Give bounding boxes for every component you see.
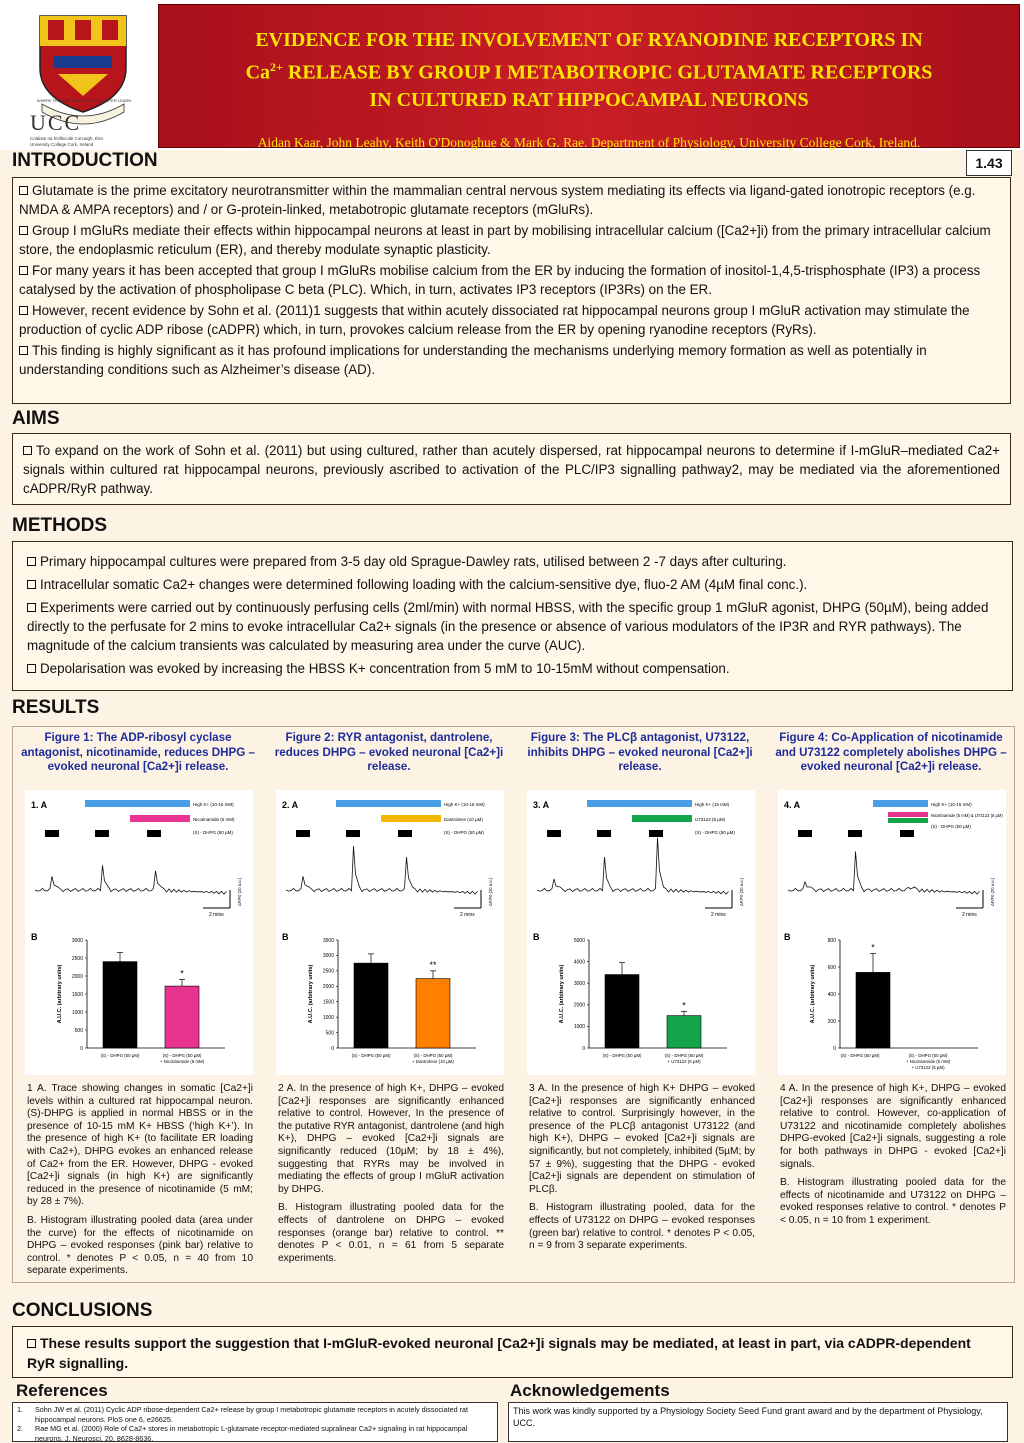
reference-item: 2. Rae MG et al. (2000) Role of Ca2+ stores in metabotropic L-glutamate receptor-mediated supralinear Ca2+ signaling in rat hippocampal neurons. J. Neurosci. 20, 8628-8636. xyxy=(17,1424,468,1443)
conclusions-box xyxy=(12,1326,1013,1378)
methods-heading: METHODS xyxy=(12,515,107,536)
category-label: (S) - DHPG (50 µM) xyxy=(602,1053,642,1058)
logo-subtitle-irish: Coláiste na hOllscoile Corcaigh, Éire xyxy=(30,136,104,141)
checkbox-bullet-icon xyxy=(27,603,36,612)
y-tick-label: 4000 xyxy=(573,959,585,966)
y-axis-label: A.U.C. (arbitrary units) xyxy=(57,964,63,1024)
legend-label: (S) - DHPG (50 µM) xyxy=(444,830,484,835)
calcium-trace-line xyxy=(788,852,980,895)
figure-caption: 4 A. In the presence of high K+, DHPG – evoked [Ca2+]i responses are significantly enhanced relative to control. However, co-application of U73122 and nicotinamide completely abolishes DHPG-evoked [Ca2+]i signals, suggesting a role for both pathways in DHPG - evoked [Ca2+]i signals. B. Histogram illustrating pooled data for the effects of nicotinamide and U73122 on DHPG – evoked responses relative to control. * denotes P < 0.05, n = 10 from 1 experiment. xyxy=(780,1083,1006,1226)
figure-title: Figure 2: RYR antagonist, dantrolene, reduces DHPG – evoked neuronal [Ca2+]i release. xyxy=(274,731,504,773)
y-tick-label: 2500 xyxy=(322,968,334,975)
introduction-heading: INTRODUCTION xyxy=(12,150,158,171)
panel-b-label: B xyxy=(31,932,38,942)
legend-label: Dantrolene (10 µM) xyxy=(444,817,483,822)
dhpg-application-block xyxy=(547,830,561,837)
legend-label: (S) - DHPG (50 µM) xyxy=(931,824,971,829)
histogram-bar xyxy=(605,975,639,1048)
histogram-bar xyxy=(667,1016,701,1048)
time-scale-label: 2 mins xyxy=(209,912,224,918)
y-tick-label: 0 xyxy=(331,1045,334,1052)
high-k-bar xyxy=(85,800,190,807)
acknowledgements-heading: Acknowledgements xyxy=(510,1381,670,1400)
significance-marker: * xyxy=(180,968,184,979)
histogram-bar xyxy=(856,972,890,1048)
checkbox-bullet-icon xyxy=(27,557,36,566)
y-tick-label: 3000 xyxy=(322,953,334,960)
treatment-bar xyxy=(888,812,928,817)
figure-4 xyxy=(766,727,1016,1284)
dhpg-application-block xyxy=(848,830,862,837)
poster-header xyxy=(0,0,1024,150)
legend-label: High K+ (15 mM) xyxy=(695,802,730,807)
methods-paragraph: Experiments were carried out by continuously perfusing cells (2ml/min) with normal HBSS, with the specific group 1 mGluR agonist, DHPG (50µM), being added directly to the perfusate for 2 mins to evoke intracellular Ca2+ signals (in the presence or absence of various modulators of the IP3R and RYR pathways). The magnitude of the calcium transients was calculated by measuring area under the curve (AUC). xyxy=(27,600,989,653)
y-tick-label: 1000 xyxy=(71,1009,83,1016)
calcium-trace-line xyxy=(286,846,478,894)
legend-label: High K+ (10-15 mM) xyxy=(931,802,972,807)
figure-caption: 2 A. In the presence of high K+, DHPG – evoked [Ca2+]i responses are significantly enhanced relative to control. However, In the presence of the putative RYR antagonist, dantrolene (and high K+), DHPG – evoked [Ca2+]i signals are significantly reduced (10µM; by 18 ± 4%), suggesting that RYRs may be involved in mediating the effects of group I mGluR activation by DHPG. B. Histogram illustrating pooled data for the effects of dantrolene on DHPG – evoked responses (orange bar) relative to control. ** denotes P < 0.01, n = 61 from 5 separate experiments. xyxy=(278,1083,504,1264)
category-label: (S) - DHPG (50 µM) xyxy=(413,1053,453,1058)
figure-3 xyxy=(515,727,765,1284)
legend-label: Nicotinamide (5 mM) & U73122 (5 µM) xyxy=(931,813,1003,818)
significance-marker: ** xyxy=(429,959,437,970)
category-label: + U73122 (5 µM) xyxy=(667,1059,701,1064)
figure-caption: 1 A. Trace showing changes in somatic [Ca2+]i levels within a cultured rat hippocampal neuron. (S)-DHPG is applied in normal HBSS or in the presence of 10-15 mM K+ HBSS (‘high K+’). In the presence of high K+ (to facilitate ER loading with Ca2+), DHPG evokes an enhanced release of Ca2+ from the ER. However, DHPG - evoked [Ca2+]i signals (in high K+) are significantly reduced in the presence of nicotinamide (5 mM; by 28 ± 7%). B. Histogram illustrating pooled data (area under the curve) for the effects of nicotinamide on DHPG – evoked responses (pink bar) relative to control. * denotes P < 0.05, n = 40 from 10 separate experiments. xyxy=(27,1083,253,1277)
y-axis-label: A.U.C. (arbitrary units) xyxy=(308,964,314,1024)
dhpg-application-block xyxy=(900,830,914,837)
introduction-box xyxy=(12,177,1011,404)
dhpg-application-block xyxy=(398,830,412,837)
category-label: + Nicotinamide (5 mM) xyxy=(159,1059,205,1064)
f-scale-label: ΔF/F0 (20 a.u.) xyxy=(990,877,995,906)
panel-b-label: B xyxy=(533,932,540,942)
intro-paragraph: This finding is highly significant as it has profound implications for understanding the mechanisms underlying memory formation as well as potentially in understanding conditions such as Alzheimer’s disease (AD). xyxy=(19,343,927,377)
category-label: + U73122 (5 µM) xyxy=(911,1065,945,1070)
y-tick-label: 0 xyxy=(582,1045,585,1052)
checkbox-bullet-icon xyxy=(19,186,28,195)
y-tick-label: 3000 xyxy=(71,937,83,944)
aims-box xyxy=(12,433,1011,505)
methods-paragraph: Depolarisation was evoked by increasing the HBSS K+ concentration from 5 mM to 10-15mM without compensation. xyxy=(40,661,730,676)
y-tick-label: 1500 xyxy=(322,999,334,1006)
dhpg-application-block xyxy=(346,830,360,837)
checkbox-bullet-icon xyxy=(27,1339,36,1348)
dhpg-application-block xyxy=(798,830,812,837)
methods-paragraph: Intracellular somatic Ca2+ changes were determined following loading with the calcium-sensitive dye, fluo-2 AM (4µM final conc.). xyxy=(40,577,808,592)
intro-paragraph: Glutamate is the prime excitatory neurotransmitter within the mammalian central nervous system mediating its effects via ligand-gated ionotropic receptors (e.g. NMDA & AMPA receptors) and / or G-protein-linked, metabotropic glutamate receptors (mGluRs). xyxy=(19,183,976,217)
category-label: (S) - DHPG (50 µM) xyxy=(840,1053,880,1058)
calcium-trace-line xyxy=(35,865,227,894)
category-label: (S) - DHPG (50 µM) xyxy=(162,1053,202,1058)
category-label: + Nicotinamide (5 mM) xyxy=(905,1059,951,1064)
f-scale-label: ΔF/F0 (20 a.u.) xyxy=(488,877,493,906)
category-label: (S) - DHPG (50 µM) xyxy=(908,1053,948,1058)
y-tick-label: 400 xyxy=(827,991,836,998)
dhpg-application-block xyxy=(45,830,59,837)
figure-panel xyxy=(276,790,504,1075)
aims-heading: AIMS xyxy=(12,408,60,429)
checkbox-bullet-icon xyxy=(19,266,28,275)
significance-marker: * xyxy=(871,942,875,953)
y-tick-label: 1500 xyxy=(71,991,83,998)
results-heading: RESULTS xyxy=(12,697,100,718)
time-scale-label: 2 mins xyxy=(962,912,977,918)
y-tick-label: 2000 xyxy=(322,984,334,991)
time-scale-label: 2 mins xyxy=(460,912,475,918)
checkbox-bullet-icon xyxy=(23,446,32,455)
panel-a-label: 2. A xyxy=(282,800,299,810)
category-label: + Dantrolene (10 µM) xyxy=(412,1059,454,1064)
logo-subtitle-english: University College Cork, Ireland xyxy=(30,142,94,147)
checkbox-bullet-icon xyxy=(19,306,28,315)
y-tick-label: 200 xyxy=(827,1018,836,1025)
y-tick-label: 500 xyxy=(325,1030,334,1037)
y-tick-label: 5000 xyxy=(573,937,585,944)
title-banner xyxy=(158,4,1020,148)
legend-label: (S) - DHPG (50 µM) xyxy=(695,830,735,835)
y-tick-label: 800 xyxy=(827,937,836,944)
y-tick-label: 1000 xyxy=(573,1024,585,1031)
figure-title: Figure 3: The PLCβ antagonist, U73122, inhibits DHPG – evoked neuronal [Ca2+]i release. xyxy=(527,731,753,773)
treatment-bar xyxy=(381,815,441,822)
significance-marker: * xyxy=(682,1000,686,1011)
figure-2 xyxy=(264,727,514,1284)
figure-caption: 3 A. In the presence of high K+ DHPG – evoked [Ca2+]i responses are significantly enhanced relative to control. Surprisingly however, in the presence of the PLCβ antagonist U73122 (and high K+), DHPG – evoked [Ca2+]i signals are significantly, but not completely, inhibited (5µM; by 57 ± 9%), suggesting that the DHPG - evoked [Ca2+]i signals are dependent on stimulation of PLCβ. B. Histogram illustrating pooled, data for the effects of U73122 on DHPG – evoked responses (green bar) relative to control. * denotes P < 0.05, n = 9 from 3 separate experiments. xyxy=(529,1083,755,1252)
checkbox-bullet-icon xyxy=(19,226,28,235)
conclusions-heading: CONCLUSIONS xyxy=(12,1300,153,1321)
reference-item: 1. Sohn JW et al. (2011) Cyclic ADP ribose-dependent Ca2+ release by group I metabotropic glutamate receptors in acutely dissociated rat hippocampal neurons. PloS one 6, e26625. xyxy=(17,1405,469,1424)
high-k-bar xyxy=(336,800,441,807)
legend-label: High K+ (10-15 mM) xyxy=(193,802,234,807)
legend-label: U73122 (5 µM) xyxy=(695,817,726,822)
high-k-bar xyxy=(587,800,692,807)
histogram-bar xyxy=(416,979,450,1048)
treatment-bar xyxy=(130,815,190,822)
treatment-bar xyxy=(888,818,928,823)
y-tick-label: 0 xyxy=(833,1045,836,1052)
histogram-bar xyxy=(354,963,388,1048)
y-tick-label: 2500 xyxy=(71,955,83,962)
panel-b-label: B xyxy=(282,932,289,942)
dhpg-application-block xyxy=(597,830,611,837)
category-label: (S) - DHPG (50 µM) xyxy=(351,1053,391,1058)
checkbox-bullet-icon xyxy=(27,664,36,673)
logo-name: UCC xyxy=(30,110,82,135)
y-axis-label: A.U.C. (arbitrary units) xyxy=(810,964,816,1024)
dhpg-application-block xyxy=(95,830,109,837)
poster-number-badge: 1.43 xyxy=(966,150,1012,176)
y-tick-label: 2000 xyxy=(71,973,83,980)
category-label: (S) - DHPG (50 µM) xyxy=(664,1053,704,1058)
category-label: (S) - DHPG (50 µM) xyxy=(100,1053,140,1058)
dhpg-application-block xyxy=(147,830,161,837)
y-tick-label: 3000 xyxy=(573,981,585,987)
figure-panel xyxy=(778,790,1006,1075)
panel-a-label: 1. A xyxy=(31,800,48,810)
y-tick-label: 1000 xyxy=(322,1014,334,1021)
dhpg-application-block xyxy=(296,830,310,837)
logo-motto: WHERE FINBARR TAUGHT LET MUNSTER LEARN xyxy=(36,98,132,103)
references-heading: References xyxy=(16,1381,108,1400)
intro-paragraph: For many years it has been accepted that group I mGluRs mobilise calcium from the ER by inducing the formation of inositol-1,4,5-trisphosphate (IP3) a process catalysed by the activation of phospholipase C beta (PLC). Which, in turn, activates IP3 receptors (IP3Rs) on the ER. xyxy=(19,263,981,297)
y-tick-label: 600 xyxy=(827,964,836,971)
dhpg-application-block xyxy=(649,830,663,837)
time-scale-label: 2 mins xyxy=(711,912,726,918)
author-line: Aidan Kaar, John Leahy, Keith O'Donoghue & Mark G. Rae. Department of Physiology, University College Cork, Ireland. xyxy=(257,135,921,150)
intro-paragraph: Group I mGluRs mediate their effects within hippocampal neurons at least in part by mobilising intracellular calcium ([Ca2+]i) from the primary intracellular calcium store, the endoplasmic reticulum (ER), and thereby modulate synaptic plasticity. xyxy=(19,223,991,257)
y-tick-label: 2000 xyxy=(573,1002,585,1009)
f-scale-label: ΔF/F0 (20 a.u.) xyxy=(237,877,242,906)
panel-a-label: 3. A xyxy=(533,800,550,810)
acknowledgements-box: This work was kindly supported by a Physiology Society Seed Fund grant award and by the department of Physiology, UCC. xyxy=(508,1402,1008,1442)
histogram-bar xyxy=(103,962,137,1048)
panel-a-label: 4. A xyxy=(784,800,801,810)
aims-paragraph: To expand on the work of Sohn et al. (2011) but using cultured, rather than acutely dispersed, rat hippocampal neurons to determine if I-mGluR–mediated Ca2+ signals within cultured rat hippocampal neurons, previously ascribed to activation of the PLC/IP3 signalling pathway2, may be mediated via the aforementioned cADPR/RyR pathway. xyxy=(23,443,1000,496)
y-tick-label: 0 xyxy=(80,1045,83,1052)
intro-paragraph: However, recent evidence by Sohn et al. (2011)1 suggests that within acutely dissociated rat hippocampal neurons group I mGluR activation may stimulate the production of cyclic ADP ribose (cADPR) which, in turn, provokes calcium release from the ER by opening ryanodine receptors (RyRs). xyxy=(19,303,970,337)
legend-label: High K+ (10-15 mM) xyxy=(444,802,485,807)
y-tick-label: 3500 xyxy=(322,937,334,944)
figure-title: Figure 4: Co-Application of nicotinamide and U73122 completely abolishes DHPG – evoked neuronal [Ca2+]i release. xyxy=(775,731,1007,773)
y-tick-label: 500 xyxy=(74,1027,83,1034)
conclusions-text: These results support the suggestion that I-mGluR-evoked neuronal [Ca2+]i signals may be mediated, at least in part, via cADPR-dependent RyR signalling. xyxy=(27,1335,971,1371)
calcium-trace-line xyxy=(537,838,729,894)
figure-1 xyxy=(13,727,263,1284)
figure-panel xyxy=(527,790,755,1075)
panel-b-label: B xyxy=(784,932,791,942)
methods-box xyxy=(12,541,1013,691)
checkbox-bullet-icon xyxy=(27,580,36,589)
poster-title: EVIDENCE FOR THE INVOLVEMENT OF RYANODINE RECEPTORS IN $Ca^{2+}$ RELEASE BY GROUP I METABOTROPIC GLUTAMATE RECEPTORS IN CULTURED RAT HIPPOCAMPAL NEURONS xyxy=(245,29,933,111)
figure-title: Figure 1: The ADP-ribosyl cyclase antagonist, nicotinamide, reduces DHPG – evoked neuronal [Ca2+]i release. xyxy=(21,731,255,773)
f-scale-label: ΔF/F0 (20 a.u.) xyxy=(739,877,744,906)
references-box xyxy=(12,1402,498,1442)
y-axis-label: A.U.C. (arbitrary units) xyxy=(559,964,565,1024)
figure-panel xyxy=(25,790,253,1075)
methods-paragraph: Primary hippocampal cultures were prepared from 3-5 day old Sprague-Dawley rats, utilised between 2 -7 days after culturing. xyxy=(40,554,787,569)
treatment-bar xyxy=(632,815,692,822)
legend-label: Nicotinamide (5 mM) xyxy=(193,817,235,822)
legend-label: (S) - DHPG (50 µM) xyxy=(193,830,233,835)
results-area xyxy=(12,726,1015,1283)
high-k-bar xyxy=(873,800,928,807)
checkbox-bullet-icon xyxy=(19,346,28,355)
histogram-bar xyxy=(165,986,199,1048)
